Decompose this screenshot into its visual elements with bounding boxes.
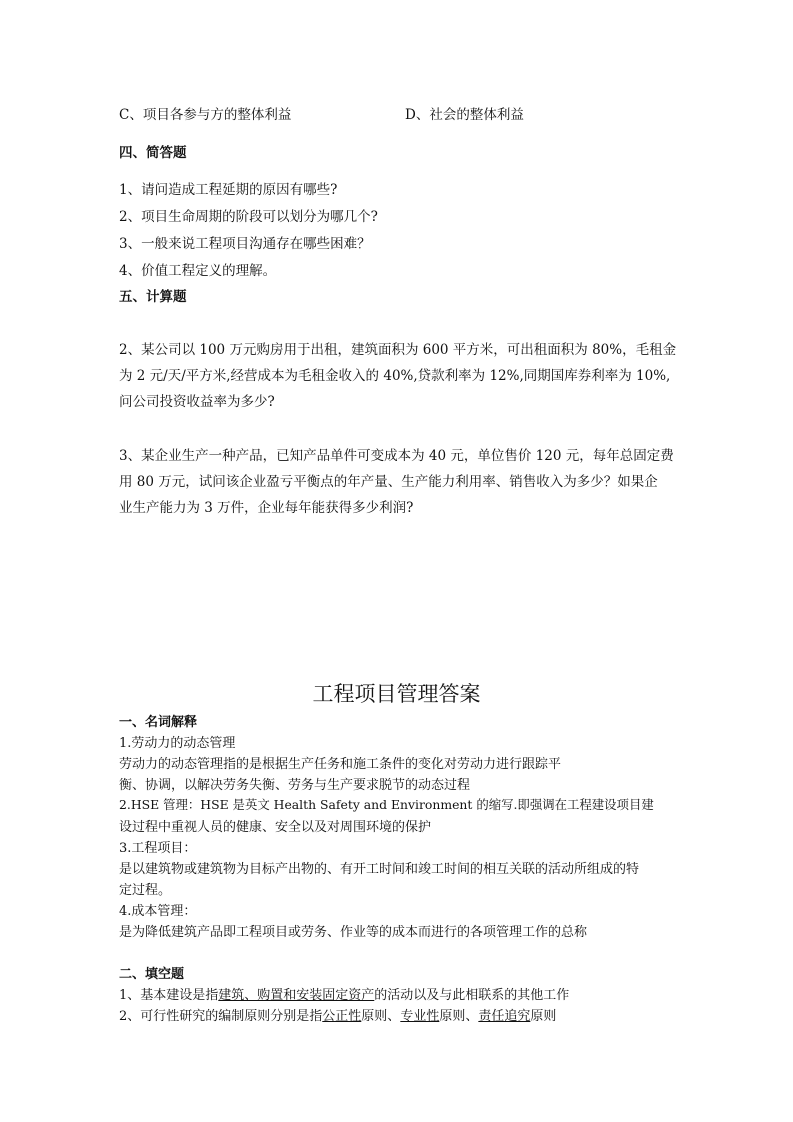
answer-line: 是为降低建筑产品即工程项目或劳务、作业等的成本而进行的各项管理工作的总称 [119, 925, 588, 940]
calc-q2-line: 问公司投资收益率为多少? [119, 394, 275, 410]
answer-line: 3.工程项目： [119, 841, 197, 856]
answer-line: 1.劳动力的动态管理 [119, 736, 236, 751]
blank-answer: 建筑、购置和安装固定资产 [218, 988, 375, 1003]
option-d: D、社会的整体利益 [405, 107, 524, 123]
text-segment: 原则、 [361, 1009, 401, 1024]
question-item: 4、价值工程定义的理解。 [119, 263, 277, 279]
question-item: 1、请问造成工程延期的原因有哪些? [119, 182, 338, 198]
text-segment: 1、基本建设是指 [119, 988, 219, 1003]
answers-title: 工程项目管理答案 [312, 682, 481, 706]
question-item: 2、项目生命周期的阶段可以划分为哪几个? [119, 209, 378, 225]
text-segment: 原则、 [439, 1009, 479, 1024]
text-segment: 的活动以及与此相联系的其他工作 [374, 988, 570, 1003]
answer-line: 4.成本管理： [119, 904, 197, 919]
calc-q2-line: 2、某公司以 100 万元购房用于出租，建筑面积为 600 平方米，可出租面积为 80%，毛租金 [119, 342, 677, 358]
answer-line: 定过程。 [119, 883, 172, 898]
answers-section-1-heading: 一、名词解释 [119, 715, 198, 730]
blank-answer: 公正性 [322, 1009, 362, 1024]
blank-answer: 责任追究 [478, 1009, 531, 1024]
answer-line: 设过程中重视人员的健康、安全以及对周围环境的保护 [119, 820, 432, 835]
answer-line: 劳动力的动态管理指的是根据生产任务和施工条件的变化对劳动力进行跟踪平 [119, 757, 562, 772]
section-4-heading: 四、简答题 [119, 145, 187, 161]
question-item: 3、一般来说工程项目沟通存在哪些困难？ [119, 236, 371, 252]
calc-q3-line: 3、某企业生产一种产品，已知产品单件可变成本为 40 元，单位售价 120 元，每年总固定费 [119, 448, 674, 464]
fill-blank-item-2 [119, 1005, 556, 1024]
answers-section-2-heading: 二、填空题 [119, 967, 185, 982]
fill-blank-item-1 [119, 984, 569, 1003]
calc-q3-line: 用 80 万元，试问该企业盈亏平衡点的年产量、生产能力利用率、销售收入为多少？如果企 [119, 474, 658, 490]
section-5-heading: 五、计算题 [119, 289, 187, 305]
answer-line: 衡、协调，以解决劳务失衡、劳务与生产要求脱节的动态过程 [119, 778, 471, 793]
text-segment: 原则 [530, 1009, 557, 1024]
calc-q2-line: 为 2 元/天/平方米,经营成本为毛租金收入的 40%,贷款利率为 12%,同期国库券利率为 10%, [119, 368, 671, 384]
text-segment: 2、可行性研究的编制原则分别是指 [119, 1009, 323, 1024]
answer-line: 是以建筑物或建筑物为目标产出物的、有开工时间和竣工时间的相互关联的活动所组成的特 [119, 862, 640, 877]
blank-answer: 专业性 [400, 1009, 440, 1024]
option-c: C、项目各参与方的整体利益 [119, 107, 292, 123]
answer-line: 2.HSE 管理：HSE 是英文 Health Safety and Environment 的缩写.即强调在工程建设项目建 [119, 797, 654, 812]
calc-q3-line: 业生产能力为 3 万件，企业每年能获得多少利润? [119, 500, 414, 516]
